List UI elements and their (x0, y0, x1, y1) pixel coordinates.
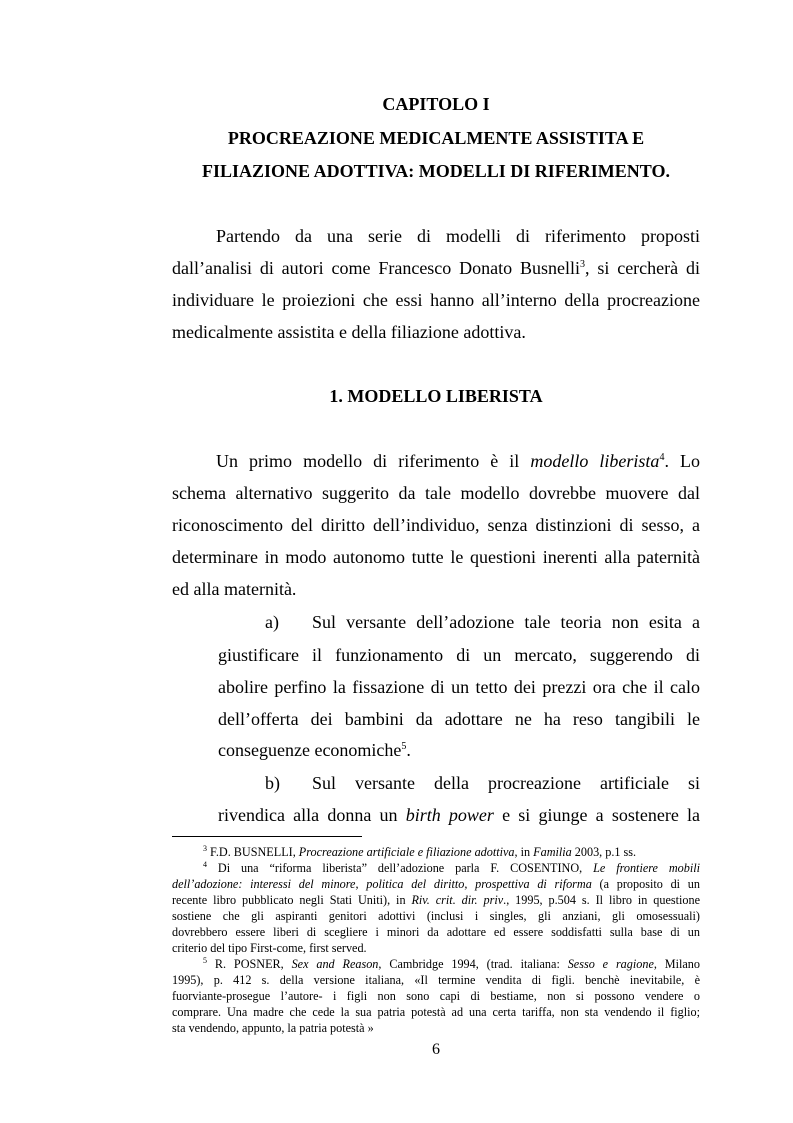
intro-line-4: medicalmente assistita e della filiazione adottiva. (172, 322, 526, 342)
footnote-5-line-1 (203, 957, 700, 972)
section-line-1-end: . Lo (664, 451, 700, 471)
intro-line-2-text: dall’analisi di autori come Francesco Donato Busnelli (172, 258, 580, 278)
footnote-4-journal: Riv. crit. dir. priv (411, 893, 504, 907)
footnote-5-text-c: , Milano (653, 957, 700, 971)
list-b-line-2-emphasis: birth power (405, 805, 494, 825)
list-b-line-2 (218, 805, 700, 826)
list-b-line-1: Sul versante della procreazione artificiale si (312, 773, 700, 793)
footnote-5-line-4: comprare. Una madre che cede la sua patria potestà ad una certa tariffa, non sta vendendo il figlio; (172, 1005, 700, 1019)
footnote-3-text-b: , in (514, 845, 534, 859)
list-marker-b: b) (265, 773, 280, 793)
footnote-separator (172, 836, 362, 837)
footnote-3-journal: Familia (533, 845, 572, 859)
footnote-4-line-4: sostiene che gli aspiranti genitori adottivi (inclusi i singles, gli anziani, gli omosessuali) (172, 909, 700, 923)
footnote-4-title-b: dell’adozione: interessi del minore, politica del diritto, prospettiva di riforma (172, 877, 592, 891)
list-a-line-2: giustificare il funzionamento di un mercato, suggerendo di (218, 645, 700, 665)
footnote-4-number: 4 (203, 860, 207, 869)
footnote-4-title-a: Le frontiere mobili (593, 861, 700, 875)
footnote-ref-4: 4 (659, 452, 665, 463)
footnote-4-line-6: criterio del tipo First-come, first served. (172, 941, 367, 955)
footnote-3 (203, 845, 700, 860)
list-b-line-2-text: rivendica alla donna un (218, 805, 406, 825)
footnote-5-line-3: fuorviante-prosegue l’autore- i figli non sono capi di bestiame, non si possono vendere o (172, 989, 700, 1003)
list-a-line-5-end: . (406, 740, 411, 760)
footnote-4-line-3 (172, 893, 700, 908)
list-b-line-2-end: e si giunge a sostenere la (493, 805, 700, 825)
footnote-4-line-2-text: (a proposito di un (591, 877, 700, 891)
footnote-5-line-2: 1995), p. 412 s. della versione italiana, «Il termine vendita di figli. benchè inevitabile, è (172, 973, 700, 987)
footnote-4-line-3-text-b: ., 1995, p.504 s. Il libro in questione (503, 893, 701, 907)
section-line-3: riconoscimento del diritto dell’individuo, senza distinzioni di sesso, a (172, 515, 700, 535)
section-line-2: schema alternativo suggerito da tale modello dovrebbe muovere dal (172, 483, 700, 503)
list-a-line-3: abolire perfino la fissazione di un tetto dei prezzi ora che il calo (218, 677, 700, 697)
footnote-3-text-c: 2003, p.1 ss. (571, 845, 637, 859)
intro-line-2-end: , si cercherà di (585, 258, 700, 278)
footnote-3-text-a: F.D. BUSNELLI, (207, 845, 299, 859)
section-line-1 (216, 451, 700, 472)
footnote-5-title: Sex and Reason (291, 957, 379, 971)
footnote-5-number: 5 (203, 956, 207, 965)
footnote-ref-5: 5 (401, 741, 407, 752)
chapter-title-line-1: PROCREAZIONE MEDICALMENTE ASSISTITA E (227, 128, 645, 148)
chapter-label: CAPITOLO I (382, 94, 490, 114)
footnote-4-line-2 (172, 877, 700, 892)
footnote-4-text-a: Di una “riforma liberista” dell’adozione parla F. COSENTINO, (207, 861, 594, 875)
footnote-4-line-5: dovrebbero essere liberi di scegliere i minori da adottare ed essere soddisfatti sulla base di un (172, 925, 700, 939)
intro-line-1: Partendo da una serie di modelli di riferimento proposti (216, 226, 700, 246)
footnote-5-title-it: Sesso e ragione (567, 957, 654, 971)
section-heading: 1. MODELLO LIBERISTA (329, 386, 543, 406)
list-marker-a: a) (265, 612, 279, 632)
list-a-line-5 (218, 740, 700, 761)
section-line-1-emphasis: modello liberista (530, 451, 660, 471)
intro-line-3: individuare le proiezioni che essi hanno all’interno della procreazione (172, 290, 700, 310)
footnote-4-line-3-text-a: recente libro pubblicato negli Stati Uniti), in (172, 893, 412, 907)
footnote-5-text-a: R. POSNER, (207, 957, 292, 971)
list-a-line-5-text: conseguenze economiche (218, 740, 402, 760)
section-line-1-text: Un primo modello di riferimento è il (216, 451, 531, 471)
section-line-4: determinare in modo autonomo tutte le questioni inerenti alla paternità (172, 547, 700, 567)
footnote-ref-3: 3 (580, 259, 585, 270)
list-a-line-4: dell’offerta dei bambini da adottare ne ha reso tangibili le (218, 709, 700, 729)
footnote-3-title: Procreazione artificiale e filiazione adottiva (298, 845, 515, 859)
chapter-title-line-2: FILIAZIONE ADOTTIVA: MODELLI DI RIFERIMENTO. (202, 161, 670, 181)
footnote-3-number: 3 (203, 844, 207, 853)
list-a-line-1: Sul versante dell’adozione tale teoria non esita a (312, 612, 700, 632)
intro-line-2 (172, 258, 700, 279)
section-line-5: ed alla maternità. (172, 579, 297, 599)
footnote-4-line-1 (203, 861, 700, 876)
footnote-5-text-b: , Cambridge 1994, (trad. italiana: (378, 957, 568, 971)
page-number: 6 (432, 1041, 440, 1058)
footnote-5-line-5: sta vendendo, appunto, la patria potestà » (172, 1021, 374, 1035)
